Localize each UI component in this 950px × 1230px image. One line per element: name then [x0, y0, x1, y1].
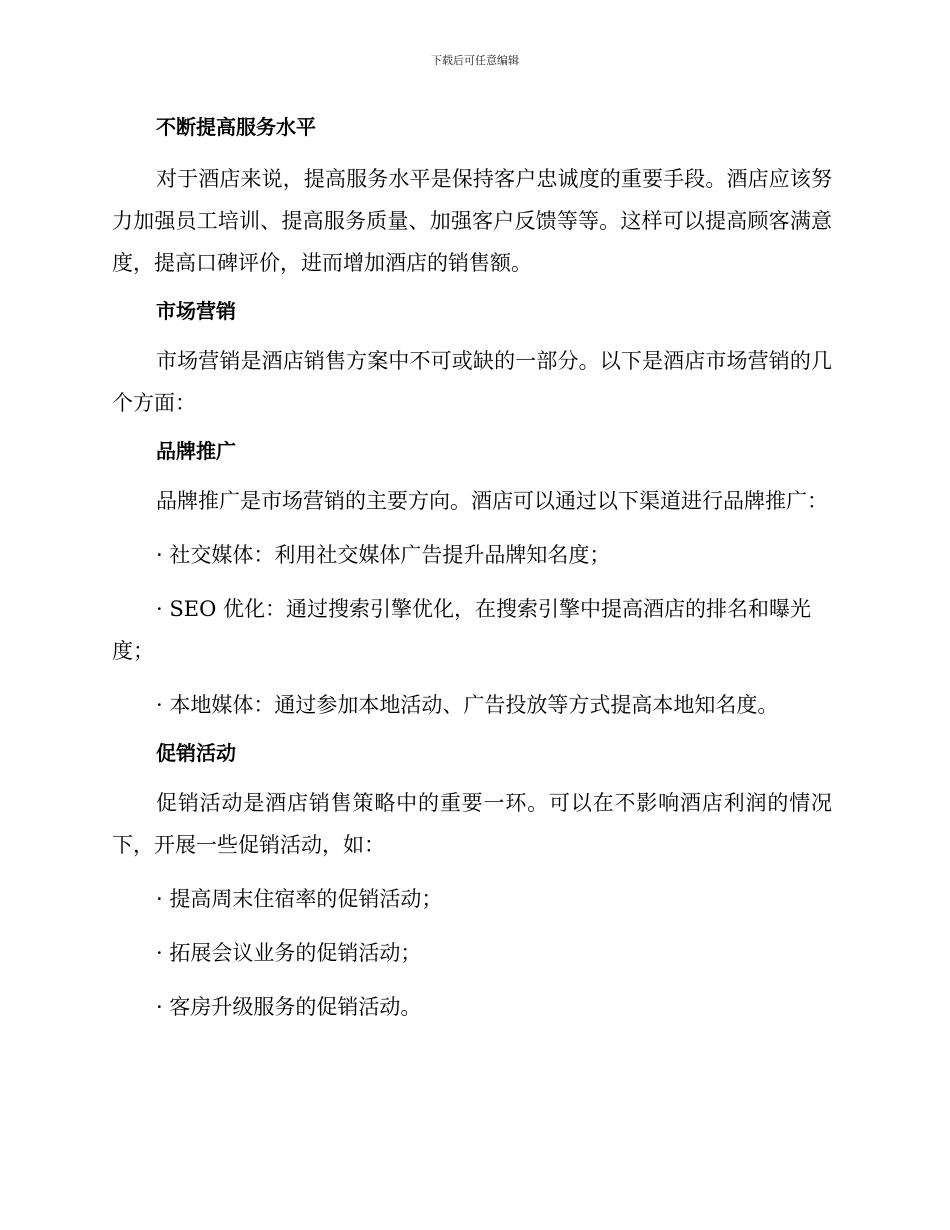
list-item-meeting: · 拓展会议业务的促销活动； [156, 941, 422, 965]
section-heading-brand: 品牌推广 [156, 439, 236, 463]
list-item-seo: · SEO 优化：通过搜索引擎优化，在搜索引擎中提高酒店的排名和曝光度； [112, 597, 811, 663]
paragraph-marketing: 市场营销是酒店销售方案中不可或缺的一部分。以下是酒店市场营销的几个方面： [112, 349, 832, 415]
list-item-social-media: · 社交媒体：利用社交媒体广告提升品牌知名度； [156, 543, 611, 567]
section-heading-service: 不断提高服务水平 [156, 115, 316, 139]
list-item-weekend: · 提高周末住宿率的促销活动； [156, 887, 443, 911]
paragraph-brand: 品牌推广是市场营销的主要方向。酒店可以通过以下渠道进行品牌推广： [156, 489, 828, 513]
document-body [112, 112, 832, 1028]
section-heading-promo: 促销活动 [156, 741, 236, 765]
list-item-local-media: · 本地媒体：通过参加本地活动、广告投放等方式提高本地知名度。 [156, 693, 779, 717]
paragraph-service: 对于酒店来说，提高服务水平是保持客户忠诚度的重要手段。酒店应该努力加强员工培训、提高服务质量、加强客户反馈等等。这样可以提高顾客满意度，提高口碑评价，进而增加酒店的销售额。 [112, 167, 832, 275]
page-header: 下载后可任意编辑 [431, 54, 519, 67]
section-heading-marketing: 市场营销 [156, 299, 236, 323]
list-item-room-upgrade: · 客房升级服务的促销活动。 [156, 995, 422, 1019]
paragraph-promo: 促销活动是酒店销售策略中的重要一环。可以在不影响酒店利润的情况下，开展一些促销活动，如： [112, 791, 832, 857]
